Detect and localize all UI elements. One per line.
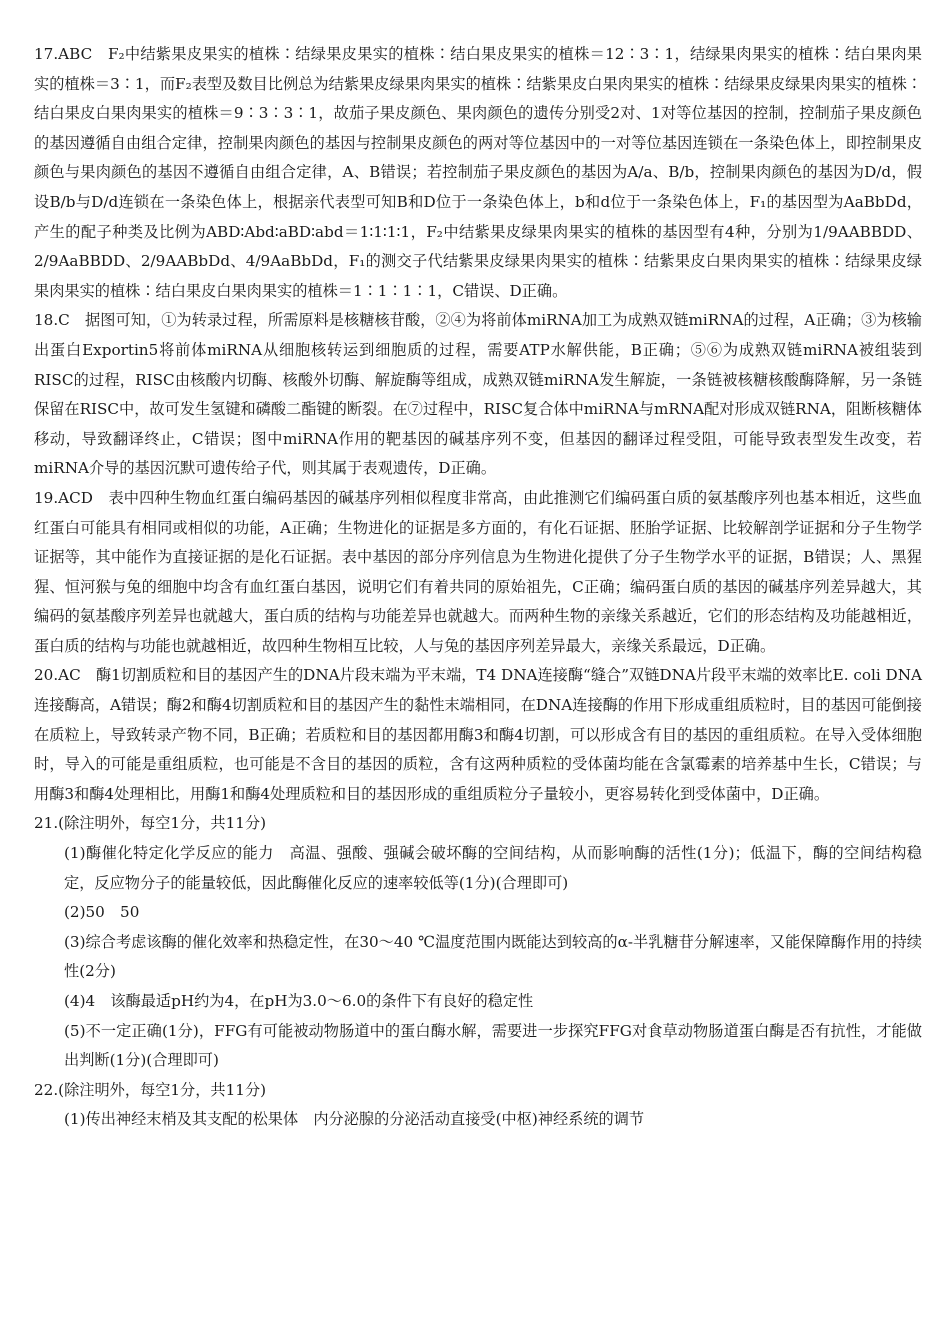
scoring-note: (除注明外，每空1分，共11分) [58,814,267,833]
answer-21-header [34,809,922,839]
answer-19 [34,484,922,662]
scoring-note: (除注明外，每空1分，共11分) [58,1080,267,1099]
answer-20 [34,661,922,809]
answer-17 [34,40,922,306]
answer-21-part-2: (2)50 50 [64,903,140,922]
answer-21-part-5: (5)不一定正确(1分)，FFG有可能被动物肠道中的蛋白酶水解，需要进一步探究FFG对食草动物肠道蛋白酶是否有抗性，才能做出判断(1分)(合理即可) [64,1021,922,1070]
answer-21-part-1: (1)酶催化特定化学反应的能力 高温、强酸、强碱会破坏酶的空间结构，从而影响酶的活性(1分)；低温下，酶的空间结构稳定，反应物分子的能量较低，因此酶催化反应的速率较低等(1分)(合理即可) [64,844,922,892]
answer-18 [34,306,922,484]
answer-text: C 据图可知，①为转录过程，所需原料是核糖核苷酸，②④为将前体miRNA加工为成熟双链miRNA的过程，A正确；③为核输出蛋白Exportin5将前体miRNA从细胞核转运到细胞质的过程，需要ATP水解供能，B正确；⑤⑥为成熟双链miRNA被组装到RISC的过程，RISC由核酸内切酶、核酸外切酶、解旋酶等组成，成熟双链miRNA发生解旋，一条链被核糖核酸酶降解，另一条链保留在RISC中，故可发生氢键和磷酸二酯键的断裂。在⑦过程中，RISC复合体中miRNA与mRNA配对形成双链RNA，阻断核糖体移动，导致翻译终止，C错误；图中miRNA作用的靶基因的碱基序列不变，但基因的翻译过程受阻，可能导致表型发生改变，若miRNA介导的基因沉默可遗传给子代，则其属于表观遗传，D正确。 [34,311,922,478]
answer-text: ABC F₂中结紫果皮果实的植株∶结绿果皮果实的植株∶结白果皮果实的植株＝12∶3∶1，结绿果肉果实的植株∶结白果肉果实的植株＝3∶1，而F₂表型及数目比例总为结紫果皮绿果肉果实的植株∶结紫果皮白果肉果实的植株∶结绿果皮绿果肉果实的植株∶结白果皮白果肉果实的植株＝9∶3∶3∶1，故茄子果皮颜色、果肉颜色的遗传分别受2对、1对等位基因的控制，控制茄子果皮颜色的基因遵循自由组合定律，控制果肉颜色的基因与控制果皮颜色的两对等位基因中的一对等位基因连锁在一条染色体上，即控制果皮颜色与果肉颜色的基因不遵循自由组合定律，A、B错误；若控制茄子果皮颜色的基因为A/a、B/b，控制果肉颜色的基因为D/d，假设B/b与D/d连锁在一条染色体上，根据亲代表型可知B和D位于一条染色体上，b和d位于一条染色体上，F₁的基因型为AaBbDd，产生的配子种类及比例为ABD∶Abd∶aBD∶abd＝1∶1∶1∶1，F₂中结紫果皮绿果肉果实的植株的基因型有4种，分别为1/9AABBDD、2/9AaBBDD、2/9AABbDd、4/9AaBbDd，F₁的测交子代结紫果皮绿果肉果实的植株∶结紫果皮白果肉果实的植株∶结绿果皮绿果肉果实的植株∶结白果皮白果肉果实的植株＝1∶1∶1∶1，C错误、D正确。 [34,45,922,300]
question-number: 17. [34,45,59,63]
question-number: 18. [34,311,59,330]
question-number: 21. [34,814,59,833]
answer-22-header [34,1076,922,1106]
answer-21-part-4: (4)4 该酶最适pH约为4，在pH为3.0～6.0的条件下有良好的稳定性 [64,992,534,1010]
question-number: 20. [34,666,59,685]
answer-22-part-1: (1)传出神经末梢及其支配的松果体 内分泌腺的分泌活动直接受(中枢)神经系统的调节 [64,1110,645,1129]
question-number: 22. [34,1080,59,1099]
answer-text: ACD 表中四种生物血红蛋白编码基因的碱基序列相似程度非常高，由此推测它们编码蛋白质的氨基酸序列也基本相近，这些血红蛋白可能具有相同或相似的功能，A正确；生物进化的证据是多方面的，有化石证据、胚胎学证据、比较解剖学证据和分子生物学证据等，其中能作为直接证据的是化石证据。表中基因的部分序列信息为生物进化提供了分子生物学水平的证据，B错误；人、黑猩猩、恒河猴与兔的细胞中均含有血红蛋白基因，说明它们有着共同的原始祖先，C正确；编码蛋白质的基因的碱基序列差异越大，其编码的氨基酸序列差异也就越大，蛋白质的结构与功能差异也就越大。而两种生物的亲缘关系越近，它们的形态结构及功能越相近，蛋白质的结构与功能也就越相近，故四种生物相互比较，人与兔的基因序列差异最大，亲缘关系最远，D正确。 [34,488,922,655]
question-number: 19. [34,488,59,507]
answer-21-part-3: (3)综合考虑该酶的催化效率和热稳定性，在30～40 ℃温度范围内既能达到较高的α-半乳糖苷分解速率，又能保障酶作用的持续性(2分) [64,932,922,981]
answer-text: AC 酶1切割质粒和目的基因产生的DNA片段末端为平末端，T4 DNA连接酶“缝合”双链DNA片段平末端的效率比E. coli DNA连接酶高，A错误；酶2和酶4切割质粒和目的基因产生的黏性末端相同，在DNA连接酶的作用下形成重组质粒时，目的基因可能倒接在质粒上，导致转录产物不同，B正确；若质粒和目的基因都用酶3和酶4切割，可以形成含有目的基因的重组质粒。在导入受体细胞时，导入的可能是重组质粒，也可能是不含目的基因的质粒，含有这两种质粒的受体菌均能在含氯霉素的培养基中生长，C错误；与用酶3和酶4处理相比，用酶1和酶4处理质粒和目的基因形成的重组质粒分子量较小，更容易转化到受体菌中，D正确。 [34,666,922,803]
